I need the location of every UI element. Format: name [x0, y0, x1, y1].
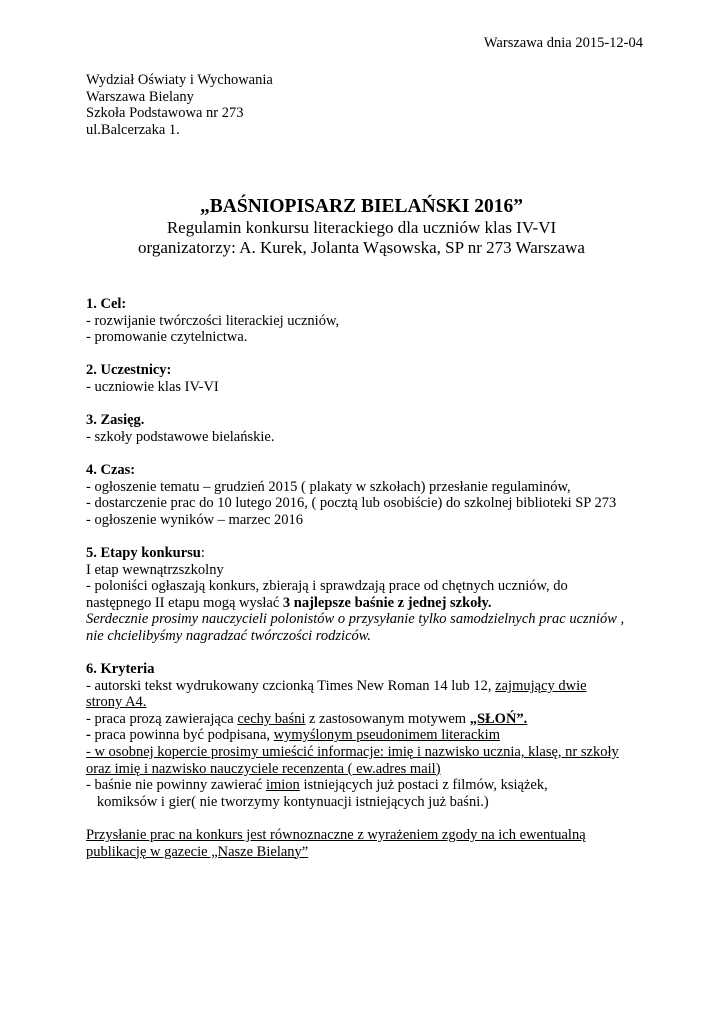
underlined-line: - w osobnej kopercie prosimy umieścić informacje: imię i nazwisko ucznia, klasę, nr szkoły [86, 744, 619, 761]
underlined-text: zajmujący dwie [495, 677, 587, 694]
underlined-text: cechy baśni [237, 710, 306, 727]
section-publication-note [86, 827, 646, 860]
section-stages [86, 545, 646, 645]
text-span: - praca prozą zawierająca [86, 710, 238, 727]
italic-note: nie chcielibyśmy nagradzać twórczości rodziców. [86, 627, 371, 644]
organizers-line: organizatorzy: A. Kurek, Jolanta Wąsowska, SP nr 273 Warszawa [138, 237, 585, 257]
document-date: Warszawa dnia 2015-12-04 [483, 35, 643, 51]
text-span: następnego II etapu mogą wysłać [86, 594, 283, 611]
section-heading: 4. Czas: [86, 461, 136, 478]
list-item: - dostarczenie prac do 10 lutego 2016, ( pocztą lub osobiście) do szkolnej biblioteki SP 273 [86, 495, 617, 512]
address-line: Szkoła Podstawowa nr 273 [86, 105, 244, 122]
list-item: - ogłoszenie wyników – marzec 2016 [86, 511, 304, 528]
underlined-text: strony A4. [86, 694, 147, 711]
text-line: I etap wewnątrzszkolny [86, 561, 224, 578]
section-heading: 1. Cel: [86, 296, 127, 312]
list-item: - ogłoszenie tematu – grudzień 2015 ( plakaty w szkołach) przesłanie regulaminów, [86, 478, 571, 495]
contest-subtitle: Regulamin konkursu literackiego dla uczniów klas IV-VI [166, 218, 557, 237]
text-line [86, 711, 646, 728]
text-line [86, 727, 646, 744]
section-timeline [86, 462, 646, 528]
regulations-body [86, 296, 646, 877]
section-scope [86, 412, 646, 445]
sender-address [86, 72, 273, 138]
underlined-text: imion [265, 777, 300, 794]
motif-text: „SŁOŃ”. [469, 710, 528, 727]
emphasis-text: 3 najlepsze baśnie z jednej szkoły. [282, 594, 492, 611]
text-line [86, 844, 646, 861]
text-line [86, 678, 646, 695]
section-goal [86, 296, 646, 346]
contest-title: „BAŚNIOPISARZ BIELAŃSKI 2016” [200, 196, 523, 217]
text-line [86, 595, 646, 612]
address-line: Wydział Oświaty i Wychowania [86, 72, 273, 88]
text-line: - poloniści ogłaszają konkurs, zbierają i sprawdzają prace od chętnych uczniów, do [86, 578, 568, 595]
italic-note: Serdecznie prosimy nauczycieli polonistów o przysyłanie tylko samodzielnych prac uczniów , [86, 611, 625, 628]
text-span: istniejących już postaci z filmów, książek, [299, 777, 548, 794]
text-line [86, 777, 646, 794]
list-item: - promowanie czytelnictwa. [86, 329, 248, 346]
text-span: praca powinna być podpisana, [90, 727, 274, 744]
text-span: - baśnie nie powinny zawierać [86, 777, 266, 794]
list-item: - rozwijanie twórczości literackiej uczniów, [86, 312, 340, 329]
section-heading: 2. Uczestnicy: [86, 362, 172, 379]
underlined-text: oraz imię i nazwisko nauczyciele recenzenta ( ew.adres mail) [86, 760, 441, 777]
bold-dash: - [86, 727, 91, 744]
underlined-text: Przysłanie prac na konkurs jest równoznaczne z wyrażeniem zgody na ich ewentualną [86, 827, 586, 843]
text-span: z zastosowanym motywem [305, 710, 470, 727]
list-item: - szkoły podstawowe bielańskie. [86, 428, 275, 445]
title-block [80, 196, 643, 257]
underlined-text: wymyślonym pseudonimem literackim [273, 727, 500, 744]
heading-colon: : [200, 544, 205, 561]
address-line: Warszawa Bielany [86, 88, 194, 105]
underlined-text: publikację w gazecie „Nasze Bielany” [86, 843, 309, 860]
section-participants [86, 362, 646, 395]
address-line: ul.Balcerzaka 1. [86, 121, 180, 138]
section-heading: 5. Etapy konkursu [86, 544, 201, 561]
section-heading: 6. Kryteria [86, 661, 155, 678]
text-line [86, 827, 646, 844]
section-heading: 3. Zasięg. [86, 412, 145, 429]
text-line: komiksów i gier( nie tworzymy kontynuacji istniejących już baśni.) [86, 793, 489, 810]
section-heading-line [86, 545, 646, 562]
text-span: - autorski tekst wydrukowany czcionką Times New Roman 14 lub 12, [86, 677, 496, 694]
text-line [86, 694, 646, 711]
section-criteria [86, 661, 646, 810]
text-line [86, 761, 646, 778]
list-item: - uczniowie klas IV-VI [86, 378, 219, 395]
